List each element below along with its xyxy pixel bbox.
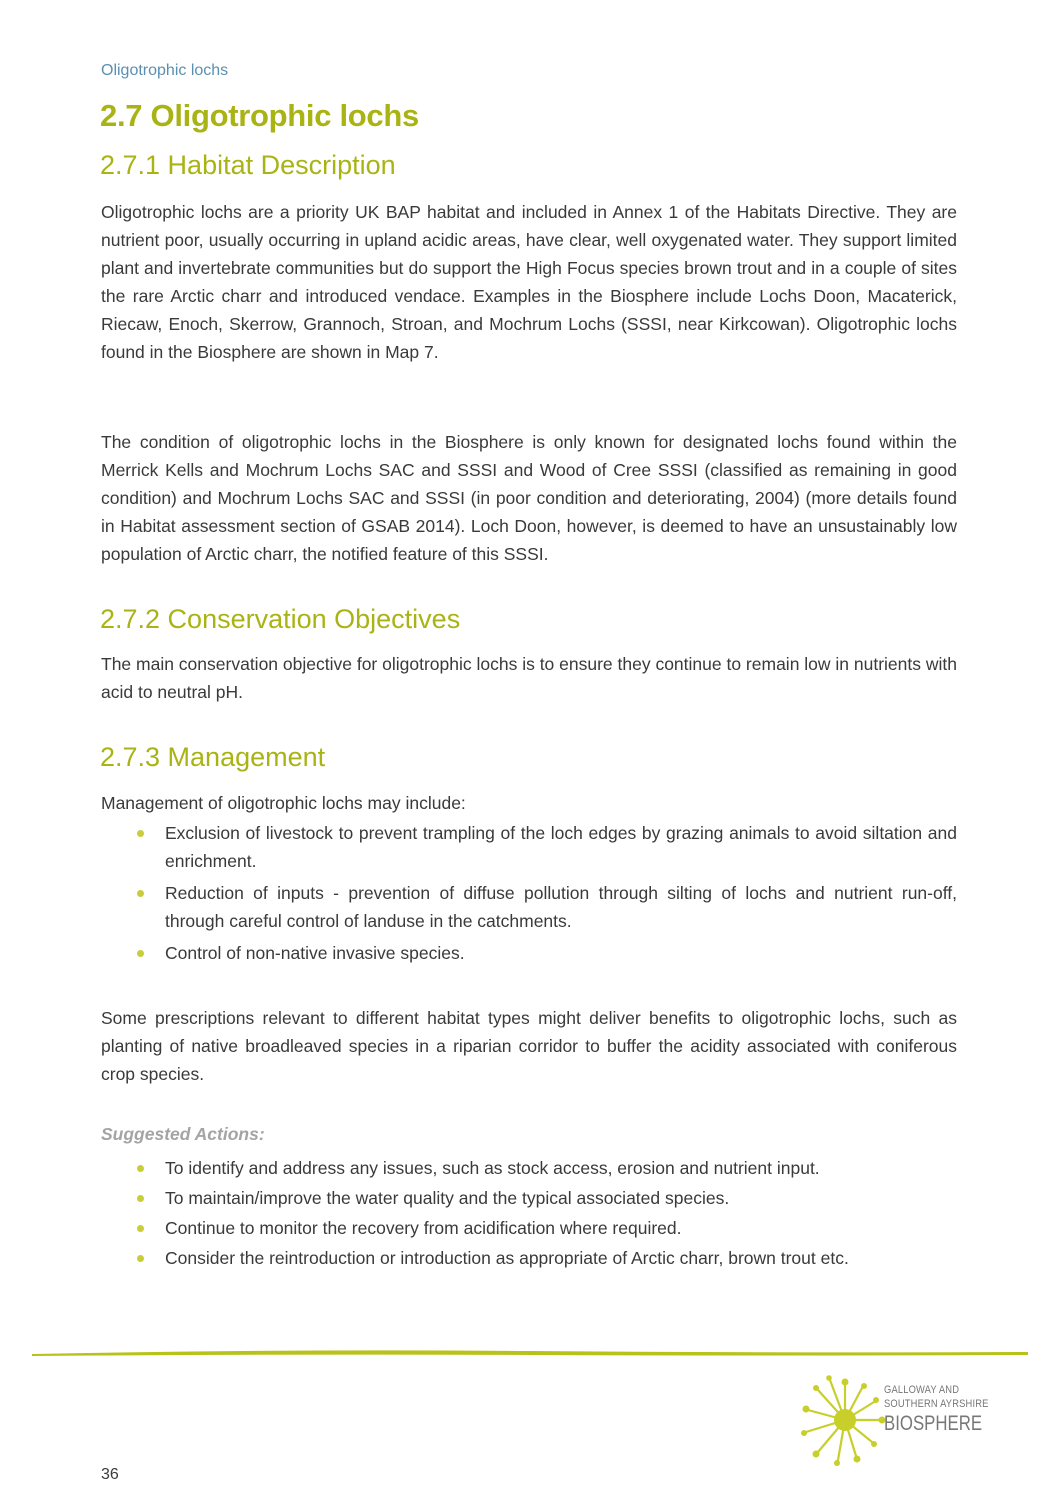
management-heading: 2.7.3 Management (100, 742, 326, 772)
section-title: 2.7 Oligotrophic lochs (100, 98, 419, 133)
management-paragraph: Some prescriptions relevant to different habitat types might deliver benefits to oligotrophic lochs, such as planting of native broadleaved species in a riparian corridor to buffer the acidity associated with coniferous crop species. (101, 1008, 957, 1084)
habitat-paragraph-1: Oligotrophic lochs are a priority UK BAP habitat and included in Annex 1 of the Habitats Directive. They are nutrient poor, usually occurring in upland acidic areas, have clear, well oxygenated water. They support limited plant and invertebrate communities but do support the High Focus species brown trout and in a couple of sites the rare Arctic charr and introduced vendace. Examples in the Biosphere include Lochs Doon, Macaterick, Riecaw, Enoch, Skerrow, Grannoch, Stroan, and Mochrum Lochs (SSSI, near Kirkcowan). Oligotrophic lochs found in the Biosphere are shown in Map 7. (101, 202, 957, 362)
running-header: Oligotrophic lochs (101, 62, 229, 79)
logo-line-2: SOUTHERN AYRSHIRE (884, 1398, 989, 1410)
list-item-text: Reduction of inputs - prevention of diffuse pollution through silting of lochs and nutrient run-off, through careful control of landuse in the catchments. (165, 883, 957, 931)
bullet-dot-icon (137, 1225, 144, 1232)
list-item-text: To identify and address any issues, such as stock access, erosion and nutrient input. (165, 1158, 820, 1178)
bullet-dot-icon (137, 1195, 144, 1202)
habitat-heading: 2.7.1 Habitat Description (100, 150, 396, 180)
list-item-text: Control of non-native invasive species. (165, 943, 465, 963)
page-number: 36 (101, 1466, 119, 1483)
habitat-paragraph-2: The condition of oligotrophic lochs in the Biosphere is only known for designated lochs found within the Merrick Kells and Mochrum Lochs SAC and SSSI and Wood of Cree SSSI (classified as remaining in good condition) and Mochrum Lochs SAC and SSSI (in poor condition and deteriorating, 2004) (more details found in Habitat assessment section of GSAB 2014). Loch Doon, however, is deemed to have an unsustainably low population of Arctic charr, the notified feature of this SSSI. (101, 432, 957, 564)
bullet-dot-icon (137, 830, 144, 837)
list-item (101, 1154, 957, 1182)
management-intro: Management of oligotrophic lochs may include: (101, 793, 466, 813)
list-item-text: Consider the reintroduction or introduction as appropriate of Arctic charr, brown trout etc. (165, 1248, 849, 1268)
footer-divider (30, 1345, 1030, 1361)
list-item-text: To maintain/improve the water quality and the typical associated species. (165, 1188, 730, 1208)
list-item (101, 1244, 957, 1272)
list-item (101, 1214, 957, 1242)
list-item-text: Continue to monitor the recovery from acidification where required. (165, 1218, 682, 1238)
list-item (101, 819, 957, 875)
bullet-dot-icon (137, 890, 144, 897)
biosphere-logo-text (884, 1385, 1007, 1434)
management-list (101, 819, 957, 971)
list-item (101, 1184, 957, 1212)
list-item-text: Exclusion of livestock to prevent trampling of the loch edges by grazing animals to avoid siltation and enrichment. (165, 823, 957, 871)
conservation-paragraph: The main conservation objective for oligotrophic lochs is to ensure they continue to remain low in nutrients with acid to neutral pH. (101, 654, 957, 702)
list-item (101, 879, 957, 935)
suggested-actions-label: Suggested Actions: (101, 1124, 265, 1144)
bullet-dot-icon (137, 950, 144, 957)
logo-line-1: GALLOWAY AND (884, 1384, 960, 1396)
bullet-dot-icon (137, 1165, 144, 1172)
bullet-dot-icon (137, 1255, 144, 1262)
list-item (101, 939, 957, 967)
suggested-actions-list (101, 1154, 957, 1274)
logo-line-3: BIOSPHERE (884, 1412, 983, 1435)
conservation-heading: 2.7.2 Conservation Objectives (100, 604, 461, 634)
